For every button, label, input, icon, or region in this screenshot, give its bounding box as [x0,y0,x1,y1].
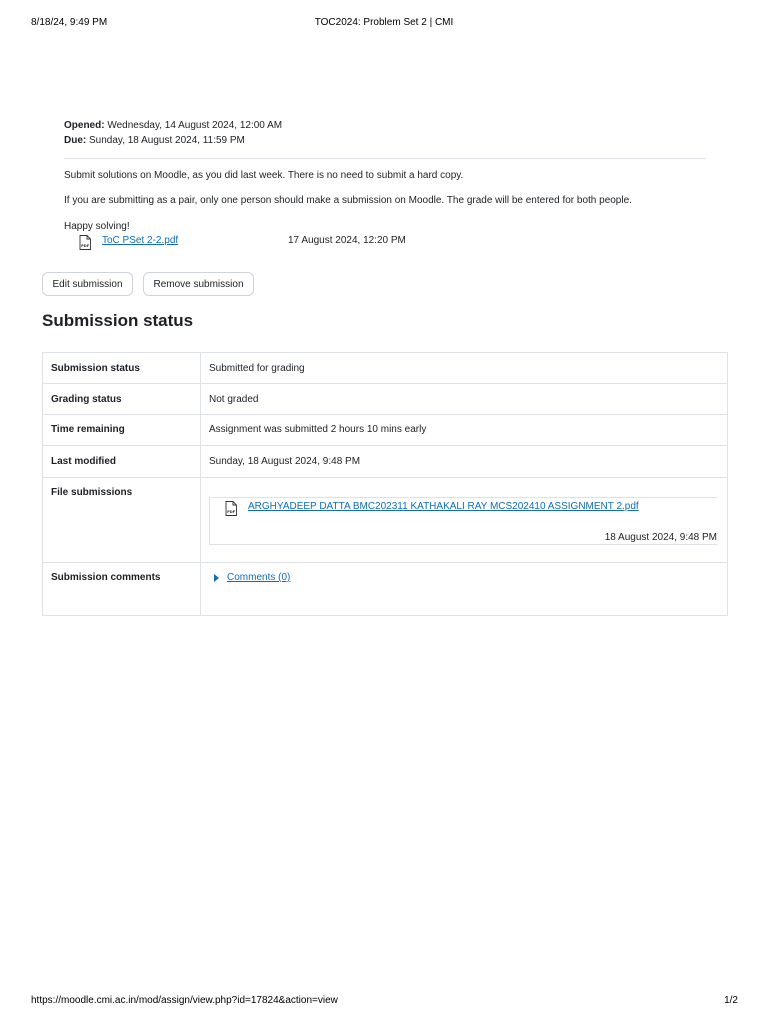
svg-text:PDF: PDF [227,509,236,514]
row-value: Sunday, 18 August 2024, 9:48 PM [201,446,728,478]
svg-text:PDF: PDF [81,243,90,248]
table-row [43,563,728,616]
table-row [43,478,728,563]
due-value: Sunday, 18 August 2024, 11:59 PM [89,134,245,146]
intro-paragraph: Happy solving! [64,221,130,232]
print-page-title: TOC2024: Problem Set 2 | CMI [314,17,454,28]
file-submission-box [209,497,717,545]
row-label: Grading status [43,384,201,415]
caret-right-icon [214,574,219,582]
print-footer [0,995,768,1009]
row-value: Submitted for grading [201,353,728,384]
row-label: File submissions [43,478,201,563]
table-row [43,446,728,478]
print-header [0,17,768,31]
opened-label: Opened: [64,120,105,131]
print-datetime: 8/18/24, 9:49 PM [31,17,108,28]
activity-dates [64,119,282,148]
row-value: Assignment was submitted 2 hours 10 mins early [201,415,728,446]
attachment-time: 17 August 2024, 12:20 PM [288,235,406,246]
pdf-file-icon [78,235,92,250]
submission-status-heading: Submission status [42,311,194,330]
due-date [64,134,282,149]
row-value [201,478,728,563]
table-row [43,353,728,384]
submitted-file-time: 18 August 2024, 9:48 PM [604,532,717,543]
row-value [201,563,728,616]
comments-toggle[interactable] [209,572,719,588]
table-row [43,384,728,415]
remove-submission-button[interactable]: Remove submission [143,272,254,296]
table-row [43,415,728,446]
row-label: Submission status [43,353,201,384]
attachment-link[interactable]: ToC PSet 2-2.pdf [102,235,179,246]
intro-paragraph: If you are submitting as a pair, only one person should make a submission on Moodle. The grade will be entered for both people. [64,195,632,206]
row-value: Not graded [201,384,728,415]
row-label: Submission comments [43,563,201,616]
print-page-number: 1/2 [724,995,738,1006]
due-label: Due: [64,134,87,146]
row-label: Time remaining [43,415,201,446]
opened-value: Wednesday, 14 August 2024, 12:00 AM [107,120,283,131]
edit-submission-button[interactable]: Edit submission [42,272,133,296]
submission-status-table [42,352,728,616]
opened-date [64,119,282,134]
intro-paragraph: Submit solutions on Moodle, as you did last week. There is no need to submit a hard copy. [64,170,464,181]
submitted-file-link[interactable]: ARGHYADEEP DATTA BMC202311 KATHAKALI RAY MCS202410 ASSIGNMENT 2.pdf [248,501,639,512]
row-label: Last modified [43,446,201,478]
divider [64,158,706,159]
comments-link[interactable]: Comments (0) [227,572,291,583]
print-url: https://moodle.cmi.ac.in/mod/assign/view.php?id=17824&action=view [31,995,338,1006]
